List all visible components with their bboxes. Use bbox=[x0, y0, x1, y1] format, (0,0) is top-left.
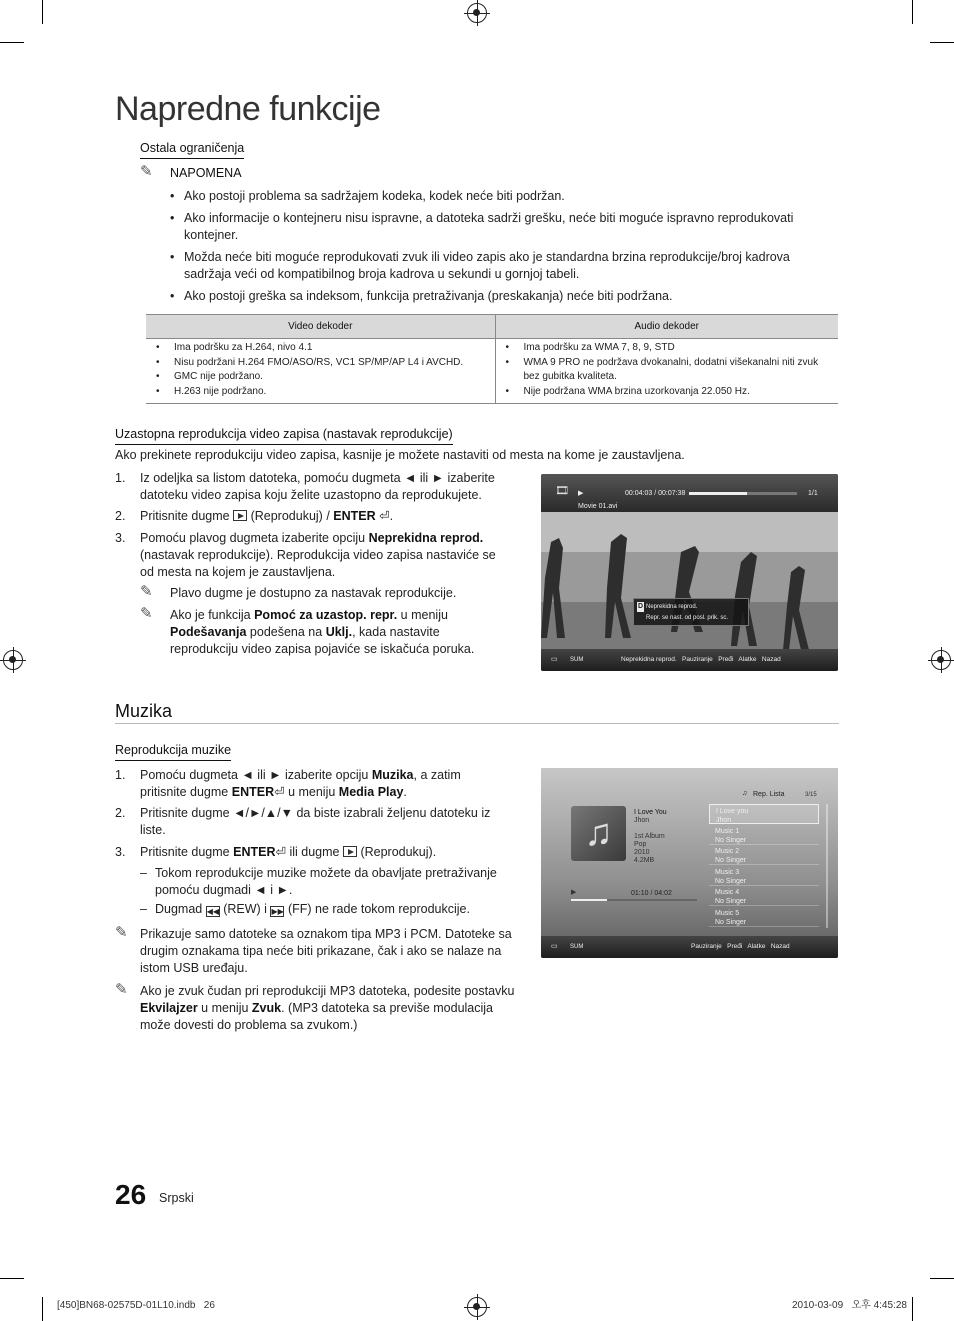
list-item: • Nisu podržani H.264 FMO/ASO/RS, VC1 SP/MP/AP L4 i AVCHD. bbox=[154, 356, 487, 371]
track-year: 2010 bbox=[634, 849, 650, 856]
text: u meniju bbox=[400, 608, 448, 622]
blue-button-icon: D bbox=[638, 603, 644, 610]
track-count: 3/15 bbox=[805, 792, 817, 798]
text: u meniju bbox=[201, 1001, 249, 1015]
step-text bbox=[140, 844, 510, 861]
dash-symbol: – bbox=[140, 902, 147, 916]
resume-note-1: Plavo dugme je dostupno za nastavak reprodukcije. bbox=[170, 586, 457, 600]
player-bottom-bar bbox=[541, 936, 838, 958]
playlist-item[interactable] bbox=[709, 866, 819, 886]
video-time: 00:04:03 / 00:07:38 bbox=[625, 490, 686, 497]
playlist-item[interactable] bbox=[709, 845, 819, 865]
dash-item-1 bbox=[140, 865, 510, 899]
text: (Reprodukuj) / bbox=[250, 509, 330, 523]
fast-forward-key-icon: ▶▶ bbox=[271, 907, 284, 916]
table-header: Audio dekoder bbox=[495, 315, 838, 339]
list-item: • Nije podržana WMA brzina uzorkovanja 22.050 Hz. bbox=[504, 385, 831, 400]
text: Pritisnite dugme bbox=[140, 509, 230, 523]
print-slug-left: [450]BN68-02575D-01L10.indb 26 bbox=[57, 1300, 215, 1311]
device-name: SUM bbox=[570, 944, 584, 950]
option-name: Pomoć za uzastop. repr. bbox=[254, 608, 398, 622]
text: (Reprodukuj). bbox=[360, 845, 437, 859]
text: Tokom reprodukcije muzike možete da obavljate pretraživanje pomoću dugmadi ◄ i ►. bbox=[155, 866, 497, 897]
text: , kada nastavite reprodukciju video zapisa pojaviće se iskačuća poruka. bbox=[170, 625, 475, 656]
track-title: I Love You bbox=[634, 809, 667, 816]
controls-hint: Neprekidna reprod. Pauziranje Pređi Alatke Nazad bbox=[621, 656, 781, 663]
resume-popup bbox=[633, 598, 749, 626]
limitations-list bbox=[170, 188, 830, 310]
section-divider bbox=[115, 723, 839, 724]
menu-name: Zvuk bbox=[251, 1001, 282, 1015]
table-header: Video dekoder bbox=[146, 315, 495, 339]
music-note-1: Prikazuje samo datoteke sa oznakom tipa MP3 i PCM. Datoteke sa drugim oznakama tipa neće biti prikazane, čak i ako se nalaze na istom USB uređaju. bbox=[140, 927, 512, 975]
enter-key-label: ENTER bbox=[233, 845, 276, 859]
text: Pomoću dugmeta ◄ ili ► izaberite opciju bbox=[140, 768, 369, 782]
list-item: • Ako postoji problema sa sadržajem kodeka, kodek neće biti podržan. bbox=[170, 188, 830, 205]
play-status-icon: ▶ bbox=[578, 490, 584, 497]
music-section-title: Muzika bbox=[115, 701, 173, 721]
step-number: 3. bbox=[115, 531, 126, 545]
crop-mark bbox=[912, 0, 913, 24]
playlist-icon: ♫ bbox=[742, 790, 748, 797]
registration-mark-icon bbox=[467, 3, 487, 23]
text: (nastavak reprodukcije). Reprodukcija video zapisa nastaviće se od mesta na kojem je zaustavljena. bbox=[140, 548, 496, 579]
menu-name: Podešavanja bbox=[170, 625, 247, 639]
enter-key-icon: ⏎ bbox=[375, 509, 390, 523]
text: Pritisnite dugme bbox=[140, 845, 230, 859]
playlist-title: Music 4 bbox=[715, 889, 740, 896]
music-heading: Reprodukcija muzike bbox=[115, 742, 231, 761]
codec-table bbox=[146, 314, 838, 404]
dash-item-2 bbox=[140, 901, 510, 918]
music-time: 01:10 / 04:02 bbox=[631, 890, 672, 897]
step-number: 2. bbox=[115, 806, 126, 820]
video-frame bbox=[541, 512, 838, 649]
crop-mark bbox=[912, 1297, 913, 1321]
value-name: Uklj. bbox=[325, 625, 353, 639]
music-player-screenshot bbox=[541, 768, 838, 958]
list-item: • WMA 9 PRO ne podržava dvokanalni, dodatni višekanalni niti zvuk bez gubitka kvaliteta. bbox=[504, 356, 831, 385]
step-text bbox=[140, 530, 510, 581]
list-item: • Ako postoji greška sa indeksom, funkcija pretraživanja (preskakanja) neće biti podržana. bbox=[170, 288, 830, 305]
note-pencil-icon: ✎ bbox=[140, 605, 153, 622]
step-text: Iz odeljka sa listom datoteka, pomoću dugmeta ◄ ili ► izaberite datoteku video zapisa koju želite uzastopno da reprodukujete. bbox=[140, 471, 495, 502]
resume-step-2 bbox=[115, 508, 495, 526]
progress-fill bbox=[571, 899, 607, 901]
list-item: • Možda neće biti moguće reprodukovati zvuk ili video zapis ako je standardna brzina reprodukcije/broj kadrova sadržaja veći od kompatibilnog broja kadrova u sekundi u gornjoj tabeli. bbox=[170, 249, 830, 283]
playlist-artist: No Singer bbox=[715, 919, 747, 926]
registration-mark-icon bbox=[931, 650, 951, 670]
page-number: 26 bbox=[115, 1179, 147, 1210]
text bbox=[140, 901, 510, 918]
crop-mark bbox=[42, 0, 43, 24]
music-step-1 bbox=[115, 767, 495, 803]
playlist-item[interactable] bbox=[709, 886, 819, 906]
rep-list-label: Rep. Lista bbox=[753, 791, 785, 798]
playlist-title: Music 3 bbox=[715, 869, 740, 876]
playlist-artist: Jhon bbox=[716, 817, 732, 824]
text: Dugmad bbox=[155, 902, 203, 916]
resume-step-3 bbox=[115, 530, 495, 582]
rewind-key-icon: ◀◀ bbox=[206, 907, 220, 916]
music-panel bbox=[541, 768, 838, 936]
enter-key-icon: ⏎ bbox=[274, 785, 289, 799]
popup-message: Repr. se nast. od posl. prik. sc. bbox=[646, 615, 729, 621]
list-item: • Ako informacije o kontejneru nisu ispravne, a datoteka sadrži grešku, neće biti moguće ispravno reprodukovati kontejner. bbox=[170, 210, 830, 244]
limitations-heading: Ostala ograničenja bbox=[140, 140, 244, 159]
text: podešena na bbox=[249, 625, 323, 639]
track-artist: Jhon bbox=[634, 817, 650, 824]
list-item: • GMC nije podržano. bbox=[154, 370, 487, 385]
list-item: • H.263 nije podržano. bbox=[154, 385, 487, 400]
text: Ako je funkcija bbox=[170, 608, 251, 622]
text: (REW) i bbox=[223, 902, 267, 916]
video-filename: Movie 01.avi bbox=[578, 503, 618, 510]
text: Pomoću plavog dugmeta izaberite opciju bbox=[140, 531, 366, 545]
step-text: Pomoću dugmeta ◄ ili ► izaberite opciju Muzika, a zatim pritisnite dugme ENTER⏎ u meniju Media Play. bbox=[140, 768, 461, 799]
page-title: Napredne funkcije bbox=[115, 90, 381, 128]
step-text: Pritisnite dugme ◄/►/▲/▼ da biste izabrali željenu datoteku iz liste. bbox=[140, 806, 491, 837]
text: . (MP3 datoteka sa previše modulacija može dovesti do problema sa zvukom.) bbox=[140, 1001, 494, 1032]
player-bottom-bar bbox=[541, 649, 838, 671]
step-number: 2. bbox=[115, 509, 126, 523]
text: u meniju bbox=[288, 785, 336, 799]
menu-name: Media Play bbox=[338, 785, 404, 799]
text: (FF) ne rade tokom reprodukcije. bbox=[287, 902, 470, 916]
playlist-artist: No Singer bbox=[715, 878, 747, 885]
crop-mark bbox=[930, 1278, 954, 1279]
video-icon: 🎞 bbox=[555, 485, 569, 497]
enter-key-icon: ⏎ bbox=[275, 845, 290, 859]
crop-mark bbox=[930, 42, 954, 43]
note-pencil-icon: ✎ bbox=[115, 981, 128, 998]
text: , a zatim pritisnite dugme bbox=[140, 768, 461, 799]
note-pencil-icon: ✎ bbox=[140, 583, 153, 600]
playlist-item[interactable] bbox=[709, 825, 819, 845]
crop-mark bbox=[0, 1278, 24, 1279]
step-number: 1. bbox=[115, 768, 126, 782]
playlist-artist: No Singer bbox=[715, 898, 747, 905]
table-cell-audio bbox=[495, 339, 838, 404]
note-pencil-icon: ✎ bbox=[140, 163, 153, 180]
music-note-2 bbox=[140, 983, 516, 1034]
registration-mark-icon bbox=[3, 650, 23, 670]
option-name: Ekvilajzer bbox=[140, 1001, 198, 1015]
playlist-artist: No Singer bbox=[715, 837, 747, 844]
resume-intro: Ako prekinete reprodukciju video zapisa, kasnije je možete nastaviti od mesta na kome je zaustavljena. bbox=[115, 448, 685, 462]
playlist-artist: No Singer bbox=[715, 857, 747, 864]
music-step-3 bbox=[115, 844, 495, 862]
playlist-title: Music 1 bbox=[715, 828, 740, 835]
progress-bar bbox=[689, 492, 797, 495]
track-size: 4.2MB bbox=[634, 857, 655, 864]
page-language: Srpski bbox=[159, 1191, 194, 1205]
enter-key-label: ENTER bbox=[231, 785, 275, 799]
step-text: Pritisnite dugme (Reprodukuj) / ENTER ⏎. bbox=[140, 509, 394, 523]
file-count: 1/1 bbox=[808, 490, 818, 497]
play-key-icon bbox=[233, 510, 247, 521]
step-number: 1. bbox=[115, 471, 126, 485]
crop-mark bbox=[0, 42, 24, 43]
giraffes-image bbox=[541, 512, 838, 649]
controls-hint: Pauziranje Pređi Alatke Nazad bbox=[691, 943, 790, 950]
playlist-title: I Love you bbox=[716, 808, 749, 815]
note-label: NAPOMENA bbox=[170, 166, 242, 180]
crop-mark bbox=[42, 1297, 43, 1321]
step-number: 3. bbox=[115, 845, 126, 859]
scrollbar[interactable] bbox=[826, 804, 828, 928]
registration-mark-icon bbox=[467, 1297, 487, 1317]
playlist-title: Music 5 bbox=[715, 910, 740, 917]
option-name: Muzika bbox=[371, 768, 414, 782]
music-step-2 bbox=[115, 805, 495, 841]
dash-symbol: – bbox=[140, 866, 147, 880]
progress-fill bbox=[689, 492, 747, 495]
resume-note-2 bbox=[170, 607, 510, 658]
resume-step-1 bbox=[115, 470, 495, 506]
playlist-item[interactable] bbox=[709, 804, 819, 824]
text: Ako je zvuk čudan pri reprodukciji MP3 datoteka, podesite postavku bbox=[140, 984, 515, 998]
playlist-item[interactable] bbox=[709, 907, 819, 927]
print-slug-right: 2010-03-09 오후 4:45:28 bbox=[792, 1300, 907, 1311]
track-album: 1st Album bbox=[634, 833, 665, 840]
popup-title: Neprekidna reprod. bbox=[646, 604, 698, 610]
play-key-icon bbox=[343, 846, 357, 857]
table-cell-video bbox=[146, 339, 495, 404]
device-name: SUM bbox=[570, 657, 584, 663]
video-player-screenshot bbox=[541, 474, 838, 671]
player-top-bar bbox=[541, 474, 838, 512]
track-genre: Pop bbox=[634, 841, 647, 848]
resume-heading: Uzastopna reprodukcija video zapisa (nastavak reprodukcije) bbox=[115, 426, 453, 445]
usb-icon: ▭ bbox=[551, 656, 558, 663]
album-art-music-note-icon: ♫ bbox=[571, 806, 626, 861]
option-name: Neprekidna reprod. bbox=[368, 531, 484, 545]
playlist-title: Music 2 bbox=[715, 848, 740, 855]
note-pencil-icon: ✎ bbox=[115, 924, 128, 941]
list-item: • Ima podršku za H.264, nivo 4.1 bbox=[154, 341, 487, 356]
music-progress-bar bbox=[571, 899, 697, 901]
usb-icon: ▭ bbox=[551, 943, 558, 950]
text: ili dugme bbox=[289, 845, 340, 859]
list-item: • Ima podršku za WMA 7, 8, 9, STD bbox=[504, 341, 831, 356]
enter-key-label: ENTER bbox=[333, 509, 376, 523]
play-status-icon: ▶ bbox=[571, 889, 577, 896]
